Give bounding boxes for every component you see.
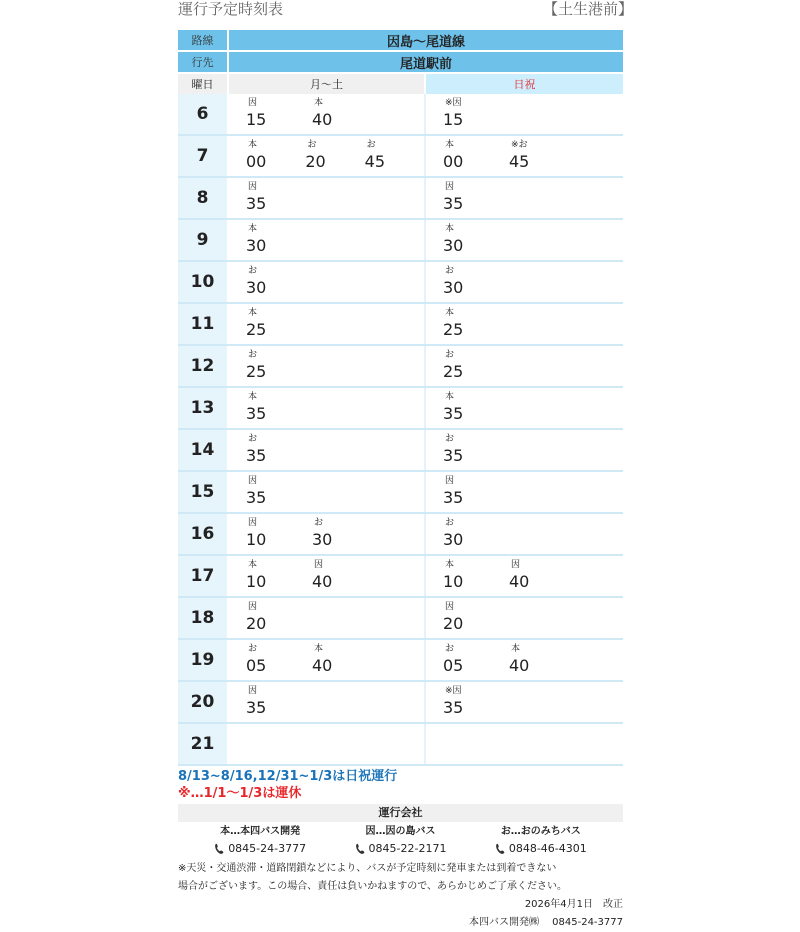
operator-mark: 本 [248,224,258,234]
operator-phone[interactable] [214,840,306,858]
departure [246,346,312,382]
weekday-departures-cell [228,555,425,597]
departure-list [229,472,424,508]
day-type-row [178,73,623,94]
holiday-departures-cell [425,303,623,345]
table-row [178,177,623,219]
table-row [178,261,623,303]
departure-minute: 30 [312,530,333,549]
departure-minute: 35 [443,488,464,507]
departure-minute: 40 [312,656,333,675]
hour-cell: 10 [178,261,228,303]
departure-minute: 40 [312,110,333,129]
departure-list [426,178,623,214]
departure [443,94,509,130]
operator-mark: 本 [445,140,455,150]
operator-mark: お [314,518,324,528]
operator-mark: 因 [445,476,455,486]
weekday-departures-cell [228,94,425,135]
departure [509,556,575,592]
operator-mark: 本 [248,140,258,150]
operator-phone[interactable] [355,840,447,858]
table-row [178,135,623,177]
departure-list [229,94,424,130]
operator-mark: 因 [248,98,258,108]
departure-minute: 30 [246,278,267,297]
hour-cell: 6 [178,94,228,135]
departure-list [426,346,623,382]
departure-list [229,220,424,256]
holiday-departures-cell [425,723,623,765]
footer-contact: 本四バス開発㈱ 0845-24-3777 [468,917,623,928]
timetable-body [178,94,623,765]
departure-list [229,514,424,550]
departure [312,514,378,550]
weekday-departures-cell [228,723,425,765]
route-value: 因島～尾道線 [228,30,623,51]
holiday-departures-cell [425,261,623,303]
table-row [178,94,623,135]
departure-list [426,136,623,172]
hour-cell: 21 [178,723,228,765]
departure [443,640,509,676]
hour-cell: 16 [178,513,228,555]
weekday-departures-cell [228,597,425,639]
operator-name: 本…本四バス開発 [220,826,301,837]
departure-list [426,556,623,592]
route-label: 路線 [178,30,228,51]
table-row [178,345,623,387]
departure-list [229,388,424,424]
departure-list [229,346,424,382]
departure-minute: 35 [246,488,267,507]
weekday-departures-cell [228,303,425,345]
departure-list [426,682,623,718]
phone-icon [355,843,367,855]
operator-mark: 因 [445,602,455,612]
departure [305,136,364,172]
departure [246,556,312,592]
departure [246,94,312,130]
phone-icon [214,843,226,855]
holiday-header: 日祝 [425,73,623,94]
departure [246,598,312,634]
operator-mark: お [445,518,455,528]
departure [509,640,575,676]
stop-name: 【土生港前】 [542,0,633,18]
destination-row [178,51,623,73]
departure-minute: 35 [443,698,464,717]
departure-list [426,304,623,340]
operator-tel: 0845-22-2171 [368,842,447,855]
weekday-header: 月～土 [228,73,425,94]
departure-list [229,598,424,634]
departure [443,304,509,340]
departure [246,178,312,214]
operator-mark: お [248,434,258,444]
departure-minute: 00 [246,152,267,171]
phone-icon [495,843,507,855]
departure-minute: 20 [443,614,464,633]
operator-mark: 本 [445,308,455,318]
page-title: 運行予定時刻表 [178,0,284,18]
operator-mark: 本 [445,392,455,402]
departure [365,136,424,172]
operator-mark: 本 [314,644,324,654]
departure [443,178,509,214]
holiday-departures-cell [425,177,623,219]
table-row [178,555,623,597]
holiday-departures-cell [425,597,623,639]
operator-mark: ※お [511,140,528,150]
operator-innoshima [355,824,447,858]
departure-minute: 30 [246,236,267,255]
departure-minute: 40 [509,572,530,591]
departure-minute: 25 [443,320,464,339]
operator-phone[interactable] [495,840,587,858]
table-row [178,303,623,345]
holiday-departures-cell [425,135,623,177]
departure-list [426,514,623,550]
weekday-departures-cell [228,639,425,681]
operator-mark: 本 [248,308,258,318]
departure [443,388,509,424]
destination-label: 行先 [178,51,228,73]
table-row [178,639,623,681]
hour-cell: 18 [178,597,228,639]
weekday-departures-cell [228,261,425,303]
table-row [178,513,623,555]
departure-list [426,262,623,298]
departure [443,346,509,382]
departure [443,598,509,634]
departure [246,430,312,466]
departure-list [229,556,424,592]
departure-list [426,94,623,130]
departure-list [229,178,424,214]
holiday-departures-cell [425,639,623,681]
departure [246,220,312,256]
departure [443,262,509,298]
holiday-departures-cell [425,555,623,597]
operator-mark: お [445,266,455,276]
departure [443,514,509,550]
operator-mark: お [248,644,258,654]
departure-list [229,304,424,340]
departure-minute: 00 [443,152,464,171]
operator-mark: お [445,644,455,654]
operator-mark: 因 [248,602,258,612]
departure-minute: 45 [364,152,386,171]
departure-list [229,136,424,172]
operator-mark: お [248,266,258,276]
weekday-departures-cell [228,681,425,723]
operator-mark: 因 [248,686,258,696]
departure [443,472,509,508]
operator-mark: 因 [314,560,324,570]
operator-name: 因…因の島バス [365,826,436,837]
weekday-departures-cell [228,345,425,387]
operator-mark: 本 [248,392,258,402]
operator-tel: 0848-46-4301 [508,842,587,855]
operator-mark: 本 [248,560,258,570]
departure-list [426,598,623,634]
departure-minute: 10 [246,530,267,549]
hour-cell: 12 [178,345,228,387]
departure [246,514,312,550]
operator-mark: 因 [511,560,521,570]
revision-date: 2026年4月1日 改正 [524,899,623,910]
table-row [178,597,623,639]
operator-mark: お [445,434,455,444]
departure [443,220,509,256]
table-row [178,219,623,261]
departure-minute: 30 [443,530,464,549]
departure-list [426,388,623,424]
operator-mark: お [445,350,455,360]
holiday-departures-cell [425,345,623,387]
weekday-departures-cell [228,471,425,513]
departure [443,682,509,718]
holiday-departures-cell [425,387,623,429]
hour-cell: 7 [178,135,228,177]
departure-list [426,640,623,676]
departure-minute: 15 [443,110,464,129]
weekday-departures-cell [228,513,425,555]
departure-minute: 10 [443,572,464,591]
departure-minute: 35 [246,404,267,423]
destination-value: 尾道駅前 [228,51,623,73]
hour-cell: 13 [178,387,228,429]
departure-minute: 20 [246,614,267,633]
departure [312,640,378,676]
departure-minute: 35 [443,194,464,213]
operator-mark: 本 [511,644,521,654]
hour-cell: 11 [178,303,228,345]
departure-list [229,640,424,676]
hour-cell: 9 [178,219,228,261]
departure-list [426,430,623,466]
weekday-departures-cell [228,177,425,219]
departure [443,430,509,466]
departure-minute: 40 [509,656,530,675]
departure [246,682,312,718]
holiday-departures-cell [425,471,623,513]
weekday-departures-cell [228,219,425,261]
operator-mark: お [248,350,258,360]
departure [312,556,378,592]
departure-minute: 05 [246,656,267,675]
departure [443,136,509,172]
timetable-page [178,0,633,932]
departure-list [426,472,623,508]
operator-mark: お [307,140,317,150]
operator-mark: 因 [248,182,258,192]
disclaimer-line-1: ※天災・交通渋滞・道路閉鎖などにより、バスが予定時刻に発車または到着できない [178,863,557,874]
weekday-departures-cell [228,135,425,177]
departure-minute: 25 [246,362,267,381]
operator-mark: 因 [445,182,455,192]
departure-minute: 05 [443,656,464,675]
suspension-note: ※…1/1～1/3は運休 [178,786,302,801]
departure-minute: 35 [443,404,464,423]
departure-minute: 15 [246,110,267,129]
weekday-departures-cell [228,387,425,429]
departure-minute: 30 [443,278,464,297]
holiday-service-note: 8/13~8/16,12/31~1/3は日祝運行 [178,769,398,784]
hour-cell: 17 [178,555,228,597]
departure [246,472,312,508]
table-row [178,723,623,765]
hour-cell: 20 [178,681,228,723]
day-type-label: 曜日 [178,73,228,94]
departure-minute: 40 [312,572,333,591]
departure [246,304,312,340]
departure-minute: 35 [246,194,267,213]
departure-minute: 35 [246,446,267,465]
departure-minute: 45 [509,152,530,171]
operators-title: 運行会社 [178,804,623,822]
operator-name: お…おのみちバス [500,826,581,837]
operator-mark: 因 [248,476,258,486]
disclaimer-line-2: 場合がございます。この場合、責任は負いかねますので、あらかじめご了承ください。 [178,881,567,892]
operator-mark: 本 [314,98,324,108]
departure [312,94,378,130]
departure [246,640,312,676]
departure-list [229,262,424,298]
operator-mark: お [366,140,376,150]
hour-cell: 8 [178,177,228,219]
operator-mark: 因 [248,518,258,528]
operator-mark: ※因 [445,686,462,696]
holiday-departures-cell [425,219,623,261]
timetable [178,30,623,766]
operator-mark: 本 [445,224,455,234]
table-row [178,471,623,513]
departure-minute: 20 [305,152,326,171]
weekday-departures-cell [228,429,425,471]
departure-minute: 25 [246,320,267,339]
holiday-departures-cell [425,681,623,723]
operator-tel: 0845-24-3777 [228,842,307,855]
departure [246,262,312,298]
departure-list [229,682,424,718]
operator-onomichi [495,824,587,858]
hour-cell: 15 [178,471,228,513]
holiday-departures-cell [425,429,623,471]
departure-minute: 35 [246,698,267,717]
operator-honshi [214,824,306,858]
operators-list [178,822,623,858]
table-row [178,429,623,471]
operator-mark: ※因 [445,98,462,108]
departure [509,136,575,172]
holiday-departures-cell [425,513,623,555]
departure-minute: 10 [246,572,267,591]
departure-list [229,430,424,466]
hour-cell: 14 [178,429,228,471]
departure-list [426,220,623,256]
table-row [178,387,623,429]
departure-minute: 30 [443,236,464,255]
departure-minute: 25 [443,362,464,381]
disclaimer [178,860,623,896]
operator-mark: 本 [445,560,455,570]
table-row [178,681,623,723]
departure [246,388,312,424]
hour-cell: 19 [178,639,228,681]
departure-minute: 35 [443,446,464,465]
departure [246,136,305,172]
departure [443,556,509,592]
title-row [178,0,633,30]
route-row [178,30,623,51]
holiday-departures-cell [425,94,623,135]
